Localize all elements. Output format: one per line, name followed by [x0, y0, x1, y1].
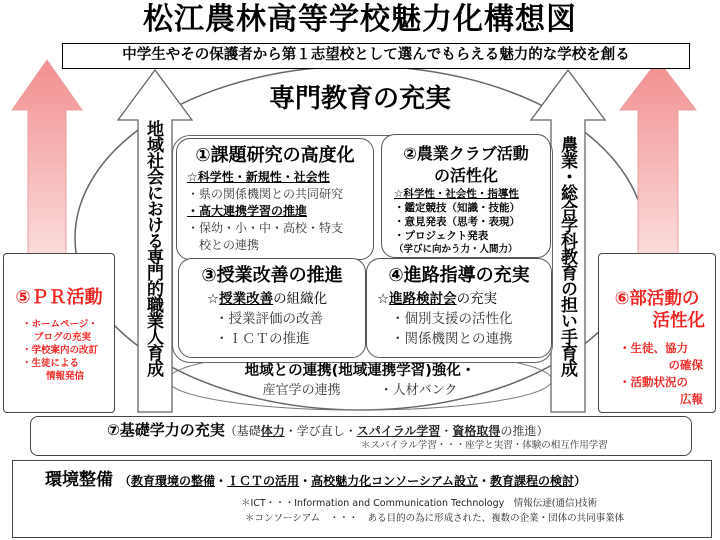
box-env-p5: ）: [574, 474, 587, 488]
box-club-title-1: ⑥部活動の: [614, 289, 700, 309]
box-agri-club-line4: ・プロジェクト発表: [394, 230, 489, 242]
main-heading: 専門教育の充実: [268, 84, 451, 114]
box-career-guidance: [366, 258, 552, 358]
box-lesson-line1-rest: の組織化: [273, 291, 328, 307]
box-agri-club-title-1: ②農業クラブ活動: [403, 144, 529, 163]
box-env-b4: 教育課程の検討: [490, 474, 575, 488]
box-env-b2: ＩＣＴの活用: [227, 474, 300, 488]
box-basic-p2: ・学び直し・: [284, 424, 357, 438]
box-career-line3: ・関係機関との連携: [391, 331, 513, 347]
box-research-line2: ・県の関係機関との共同研究: [187, 187, 344, 201]
box-env-note2: ＊コンソーシアム ・・・ ある目的の為に形成された、複数の企業・団体の共同事業体: [245, 513, 625, 524]
box-club-title-2: 活性化: [652, 311, 705, 331]
right-pink-arrow: [620, 60, 696, 262]
box-club-line3: ・活動状況の: [619, 375, 688, 389]
box-agri-club-line1: ☆科学性・社会性・指導性: [394, 188, 519, 200]
page-title: 松江農林高等学校魅力化構想図: [143, 2, 577, 37]
box-career-line1-rest: の充実: [456, 291, 498, 307]
box-lesson-line3: ・ＩＣＴの推進: [215, 331, 310, 347]
box-pr-title: ⑤ＰＲ活動: [15, 287, 103, 308]
regional-collab-line: 産官学の連携 ・人材バンク: [262, 383, 458, 398]
box-basic-b1: 体力: [260, 424, 285, 438]
box-pr-line3: ・学校案内の改訂: [22, 345, 99, 356]
box-basic-p4: の推進）: [500, 424, 549, 438]
box-agri-club-line3: ・意見発表（思考・表現）: [394, 216, 520, 228]
box-basic-b2: スパイラル学習: [356, 424, 441, 438]
box-basic-academics: [30, 416, 692, 456]
box-environment: [12, 460, 712, 538]
box-research-title: ①課題研究の高度化: [195, 145, 355, 166]
box-agri-club-title-2: の活性化: [433, 166, 498, 185]
box-pr-line4: ・生徒による: [22, 358, 80, 369]
box-agri-club-line5: （学びに向かう力・人間力）: [394, 244, 518, 255]
box-env-b1: 教育環境の整備: [131, 474, 216, 488]
regional-collab: [180, 362, 540, 400]
box-basic-note: ＊スパイラル学習・・・座学と実習・体験の相互作用学習: [361, 440, 608, 451]
box-env-b3: 高校魅力化コンソーシアム設立: [311, 474, 478, 488]
box-basic-b3: 資格取得: [452, 424, 501, 438]
right-vertical-text: 農業・総合学科教育の担い手育成: [557, 136, 577, 376]
box-agri-club-line2: ・鑑定競技（知識・技能）: [394, 202, 520, 214]
box-basic-p3: ・: [440, 424, 453, 438]
box-career-line2: ・個別支援の活性化: [391, 311, 513, 327]
box-research-line5: 校との連携: [187, 238, 260, 252]
box-env-title: 環境整備: [45, 470, 113, 490]
box-research-line4: ・保幼・小・中・高校・特支: [187, 221, 344, 235]
box-pr: [3, 253, 115, 413]
box-env-p1: （: [119, 474, 132, 488]
box-research: [176, 138, 374, 260]
box-career-keyword: 進路検討会: [389, 291, 457, 307]
box-agri-club: [381, 134, 551, 258]
left-vertical-text: 地域社会における専門的職業人育成: [143, 120, 163, 376]
box-env-p2: ・: [215, 474, 228, 488]
box-club-line1: ・生徒、協力: [619, 341, 688, 355]
box-env-note1: ＊ICT・・・Information and Communication Technology 情報伝達(通信)技術: [241, 498, 598, 509]
box-pr-line2: ブログの充実: [34, 332, 92, 343]
box-research-line1: ☆科学性・新規性・社会性: [187, 170, 330, 184]
box-basic-title: ⑦基礎学力の充実: [107, 421, 225, 439]
box-pr-line5: 情報発信: [46, 371, 85, 382]
regional-collab-title: 地域との連携(地域連携学習)強化・: [244, 363, 476, 379]
left-pink-arrow: [12, 60, 82, 262]
box-club-line4: 広報: [680, 392, 703, 406]
box-lesson-improvement-title: ③授業改善の推進: [201, 265, 343, 286]
box-basic-p1: （基礎: [224, 424, 261, 438]
box-career-guidance-title: ④進路指導の充実: [388, 265, 530, 286]
box-lesson-star: ☆: [207, 291, 220, 307]
box-env-p3: ・: [299, 474, 312, 488]
box-lesson-line2: ・授業評価の改善: [215, 311, 323, 327]
box-env-p4: ・: [478, 474, 491, 488]
goal-banner: 中学生やその保護者から第１志望校として選んでもらえる魅力的な学校を創る: [62, 43, 690, 69]
box-pr-line1: ・ホームページ・: [22, 319, 98, 330]
box-research-line3: ・高大連携学習の推進: [187, 204, 308, 218]
box-lesson-improvement: [178, 258, 366, 358]
box-club-line2: の確保: [668, 358, 703, 372]
box-career-star: ☆: [377, 291, 390, 307]
box-club-activities: [598, 253, 716, 413]
box-lesson-keyword: 授業改善: [219, 291, 274, 307]
